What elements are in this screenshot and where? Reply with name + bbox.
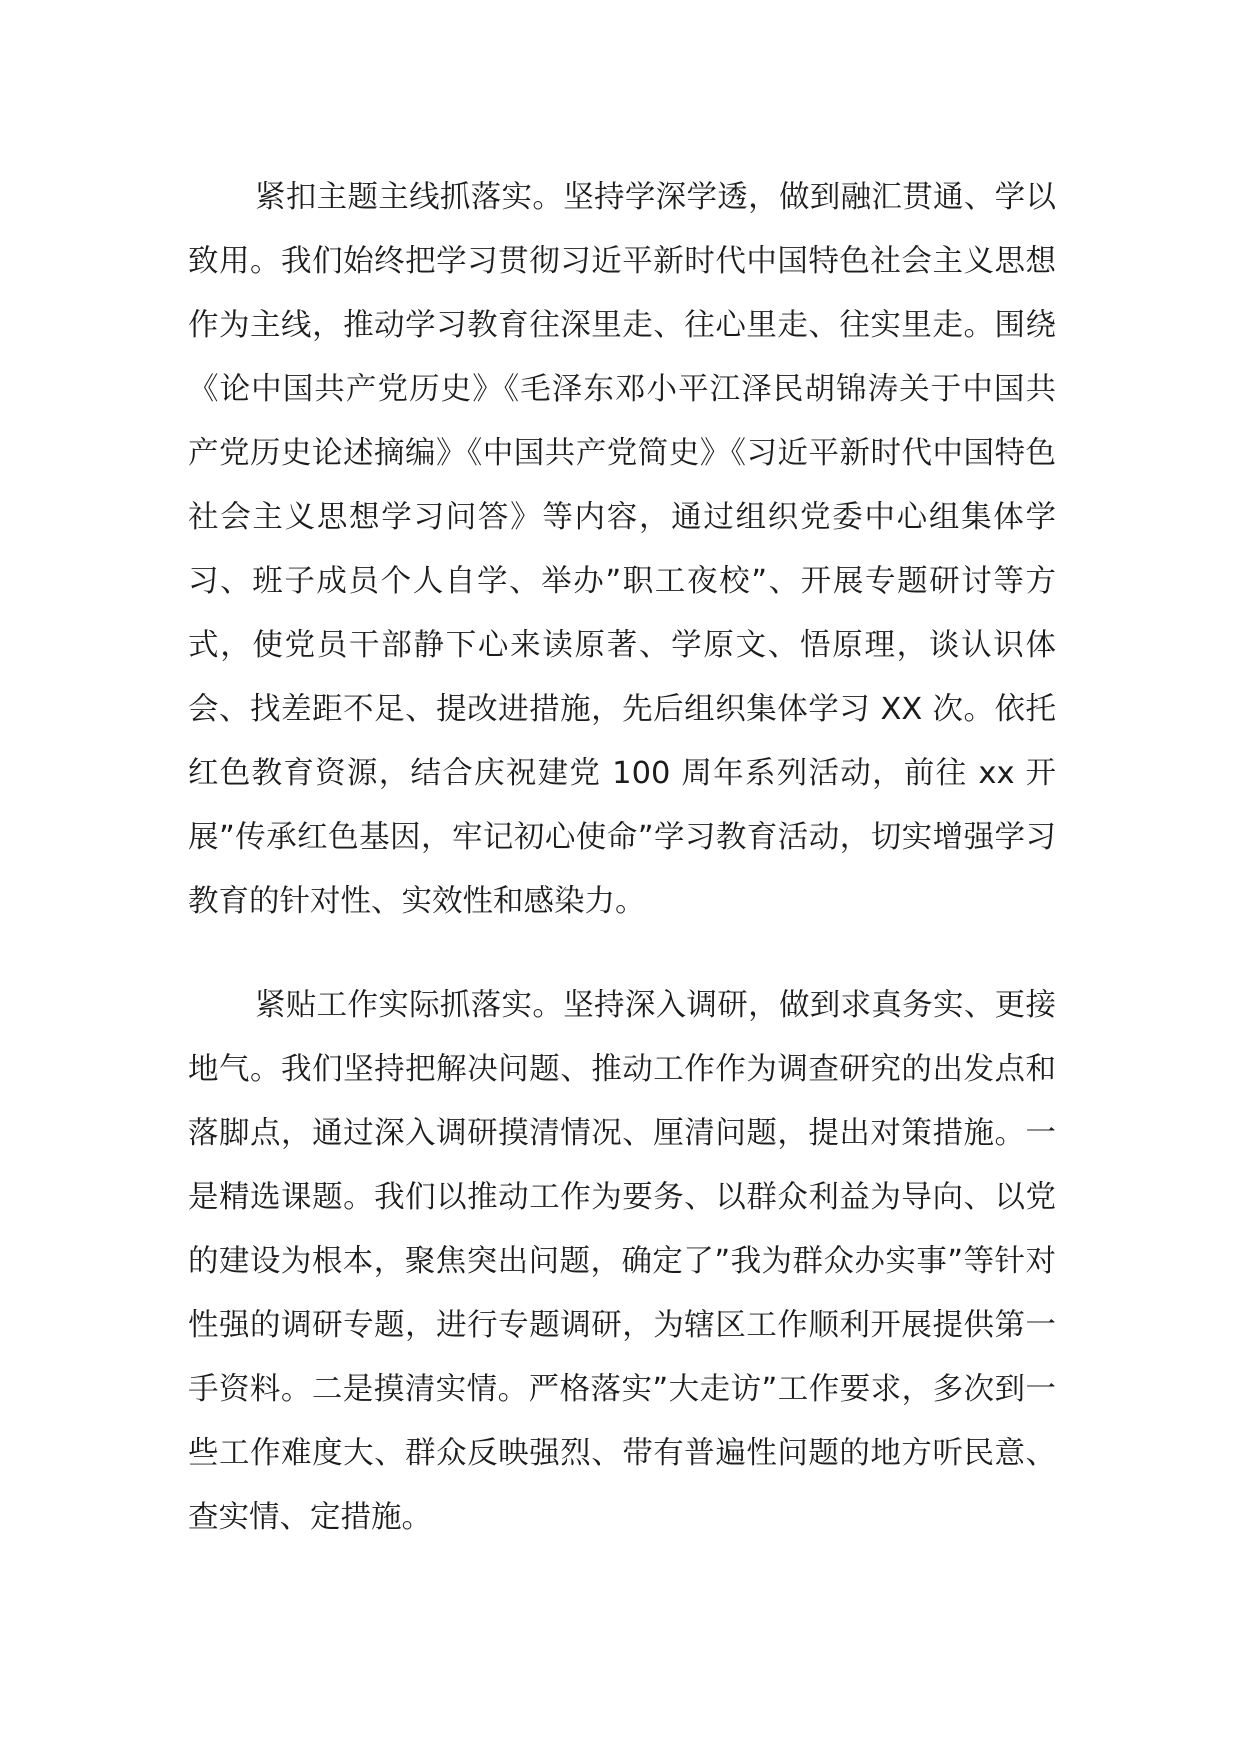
- paragraph-theme-mainline: 紧扣主题主线抓落实。坚持学深学透，做到融汇贯通、学以致用。我们始终把学习贯彻习近平新时代中国特色社会主义思想作为主线，推动学习教育往深里走、往心里走、往实里走。围绕《论中国共产党历史》《毛泽东邓小平江泽民胡锦涛关于中国共产党历史论述摘编》《中国共产党简史》《习近平新时代中国特色社会主义思想学习问答》等内容，通过组织党委中心组集体学习、班子成员个人自学、举办”职工夜校”、开展专题研讨等方式，使党员干部静下心来读原著、学原文、悟原理，谈认识体会、找差距不足、提改进措施，先后组织集体学习 XX 次。依托红色教育资源，结合庆祝建党 100 周年系列活动，前往 xx 开展”传承红色基因，牢记初心使命”学习教育活动，切实增强学习教育的针对性、实效性和感染力。: [188, 180, 1056, 919]
- paragraph-work-practice: 紧贴工作实际抓落实。坚持深入调研，做到求真务实、更接地气。我们坚持把解决问题、推动工作作为调查研究的出发点和落脚点，通过深入调研摸清情况、厘清问题，提出对策措施。一是精选课题。我们以推动工作为要务、以群众利益为导向、以党的建设为根本，聚焦突出问题，确定了”我为群众办实事”等针对性强的调研专题，进行专题调研，为辖区工作顺利开展提供第一手资料。二是摸清实情。严格落实”大走访”工作要求，多次到一些工作难度大、群众反映强烈、带有普遍性问题的地方听民意、查实情、定措施。: [188, 988, 1056, 1535]
